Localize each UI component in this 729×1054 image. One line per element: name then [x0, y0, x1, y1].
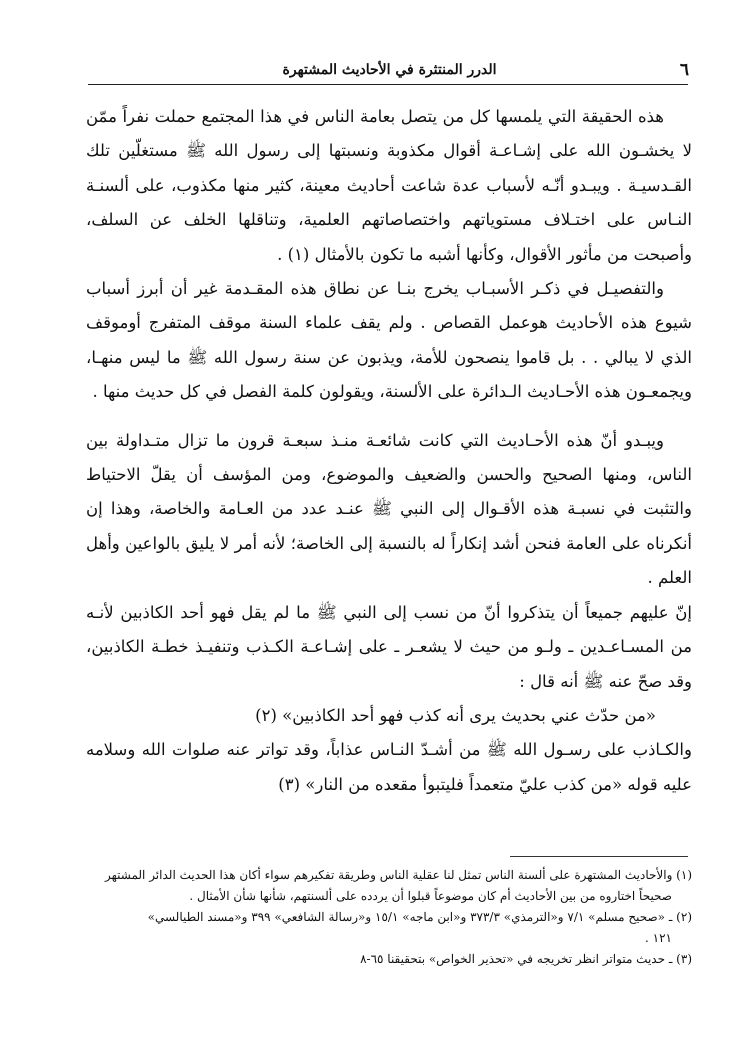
page-header: [90, 60, 689, 84]
paragraph-2: والتفصيـل في ذكـر الأسبـاب يخرج بنـا عن نطاق هذه المقـدمة غير أن أبرز أسباب شيوع هذه الأحاديث هوعمل القصاص . ولم يقف علماء السنة موقف المتفرج أوموقف الذي لا يبالي . . بل قاموا ينصحون للأمة، ويذبون عن سنة رسول الله ﷺ ما ليس منهـا، ويجمعـون هذه الأحـاديث الـدائرة على الألسنة، ويقولون كلمة الفصل في كل حديث منها .: [86, 279, 692, 402]
footnote-2-line-1: (٢) ـ «صحيح مسلم» ٧/١ و«الترمذي» ٣٧٣/٣ و«ابن ماجه» ١٥/١ و«رسالة الشافعي» ٣٩٩ و«مسند الطيالسي»: [147, 910, 692, 924]
footnote-1-line-2: صحيحاً اختاروه من بين الأحاديث أم كان موضوعاً قبلوا أن يردده على ألسنتهم، شأنها شأن الأمثال .: [189, 889, 672, 903]
hadith-quote: «من حدّث عني بحديث يرى أنه كذب فهو أحد الكاذبين» (٢): [255, 705, 656, 725]
footnote-2-line-2: ١٢١ .: [645, 931, 672, 945]
footnote-divider: [510, 856, 688, 857]
paragraph-3: ويبـدو أنّ هذه الأحـاديث التي كانت شائعـة منـذ سبعـة قرون ما تزال متـداولة بين الناس، ومنها الصحيح والحسن والضعيف والموضوع، ومن المؤسف أن يقلّ الاحتياط والتثبت في نسبـة هذه الأقـوال إلى النبي ﷺ عنـد عدد من العـامة والخاصة، وهذا إن أنكرناه على العامة فنحن أشد إنكاراً له بالنسبة إلى الخاصة؛ لأنه أمر لا يليق بالواعين وأهل العلم .: [86, 430, 692, 588]
paragraph-1: هذه الحقيقة التي يلمسها كل من يتصل بعامة الناس في هذا المجتمع حملت نفراً ممّن لا يخشـون الله على إشـاعـة أقوال مكذوبة ونسبتها إلى رسول الله ﷺ مستغلّين تلك القـدسيـة . ويبـدو أنّـه لأسباب عدة شاعت أحاديث معينة، كثير منها مكذوب، على ألسنـة النـاس على اختـلاف مستوياتهم واختصاصاتهم العلمية، وتناقلها الخلف عن السلف، وأصبحت من مأثور الأقوال، وكأنها أشبه ما تكون بالأمثال (١) .: [86, 107, 692, 264]
paragraph-4: إنّ عليهم جميعاً أن يتذكروا أنّ من نسب إلى النبي ﷺ ما لم يقل فهو أحد الكاذبين لأنـه من المسـاعـدين ـ ولـو من حيث لا يشعـر ـ على إشـاعـة الكـذب وتنفيـذ خطـة الكاذبين، وقد صحّ عنه ﷺ أنه قال :: [86, 602, 692, 691]
footnotes: [86, 865, 692, 970]
paragraph-5: والكـاذب على رسـول الله ﷺ من أشـدّ النـاس عذاباً، وقد تواتر عنه صلوات الله وسلامه عليه قوله «من كذب عليّ متعمداً فليتبوأ مقعده من النار» (٣): [86, 740, 692, 794]
footnote-1-line-1: (١) والأحاديث المشتهرة على ألسنة الناس تمثل لنا عقلية الناس وطريقة تفكيرهم سواء أكان هذا الحديث الدائر المشتهر: [104, 868, 692, 882]
page-number: ٦: [679, 60, 689, 80]
running-title: الدرر المنتثرة في الأحاديث المشتهرة: [282, 62, 497, 78]
footnote-3: (٣) ـ حديث متواتر انظر تخريجه في «تحذير الخواص» بتحقيقنا ٦٥-٨: [360, 952, 692, 966]
header-divider: [88, 84, 688, 85]
main-text: [86, 100, 692, 802]
